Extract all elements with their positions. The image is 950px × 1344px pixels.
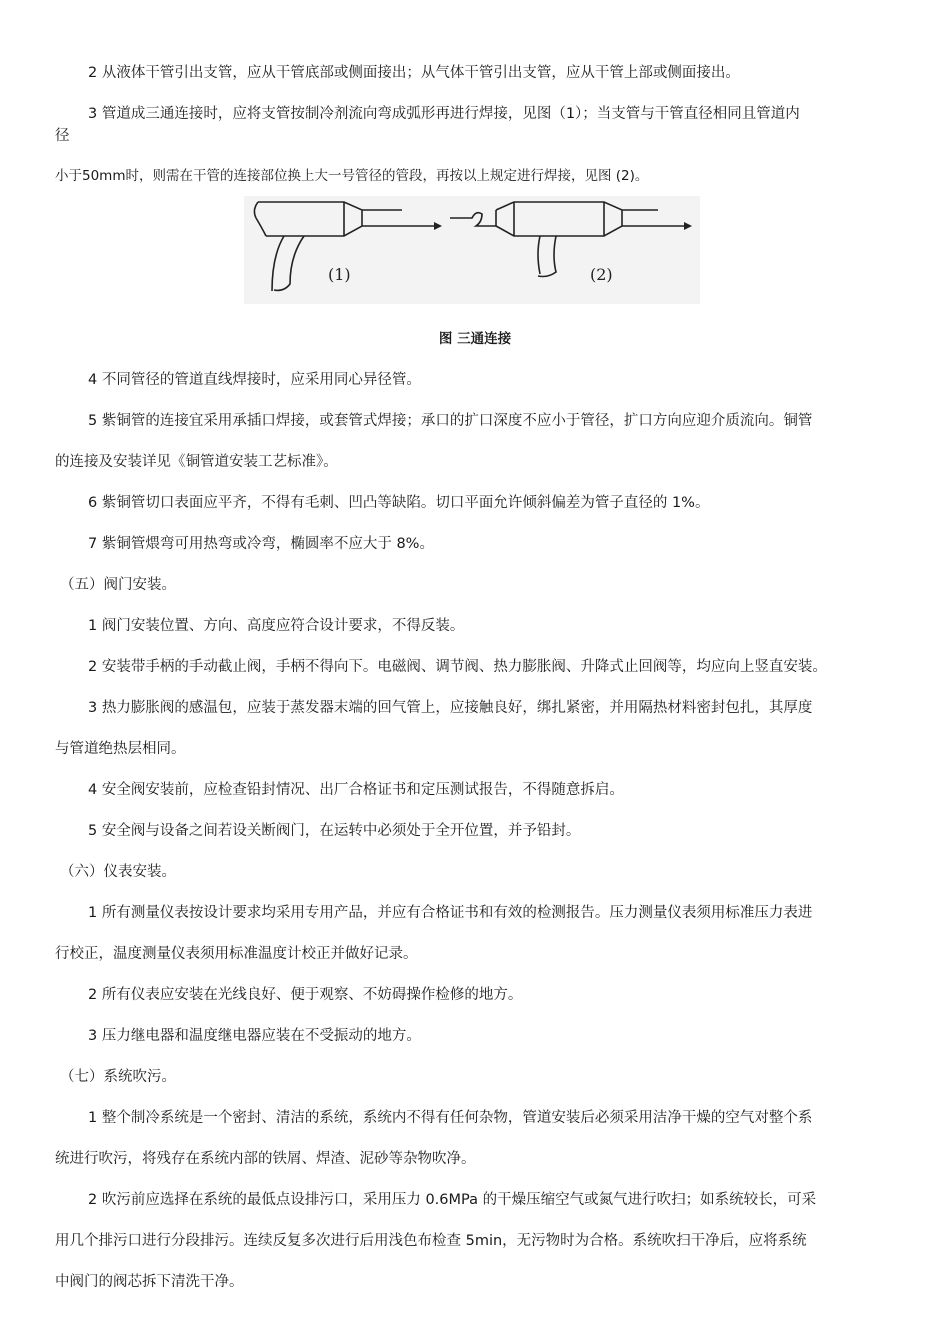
section-heading-instruments: （六）仪表安装。: [60, 864, 176, 880]
figure-caption: 图 三通连接: [438, 331, 512, 347]
paragraph-instruments-calibration-line2: 行校正，温度测量仪表须用标准温度计校正并做好记录。: [55, 946, 418, 962]
paragraph-purge-procedure-line2: 用几个排污口进行分段排污。连续反复多次进行后用浅色布检查 5min，无污物时为合格。系统吹扫干净后，应将系统: [55, 1233, 807, 1249]
paragraph-sensing-bulb-line1: 3 热力膨胀阀的感温包，应装于蒸发器末端的回气管上，应接触良好，绑扎紧密，并用隔热材料密封包扎，其厚度: [88, 700, 813, 716]
paragraph-purge-procedure-line3: 中阀门的阀芯拆下清洗干净。: [55, 1274, 244, 1290]
paragraph-valve-handle: 2 安装带手柄的手动截止阀，手柄不得向下。电磁阀、调节阀、热力膨胀阀、升降式止回阀等，均应向上竖直安装。: [88, 659, 827, 675]
tee-connection-drawing: [244, 196, 700, 304]
paragraph-copper-connection-line1: 5 紫铜管的连接宜采用承插口焊接，或套管式焊接；承口的扩口深度不应小于管径，扩口方向应迎介质流向。铜管: [88, 413, 813, 429]
paragraph-copper-connection-line2: 的连接及安装详见《铜管道安装工艺标准》。: [55, 454, 338, 470]
paragraph-purge-system-line1: 1 整个制冷系统是一个密封、清洁的系统，系统内不得有任何杂物，管道安装后必须采用洁净干燥的空气对整个系: [88, 1110, 813, 1126]
paragraph-purge-system-line2: 统进行吹污，将残存在系统内部的铁屑、焊渣、泥砂等杂物吹净。: [55, 1151, 476, 1167]
paragraph-instruments-calibration-line1: 1 所有测量仪表按设计要求均采用专用产品，并应有合格证书和有效的检测报告。压力测量仪表须用标准压力表进: [88, 905, 813, 921]
section-heading-valves: （五）阀门安装。: [60, 577, 176, 593]
paragraph-tee-connection-line3: 小于50mm时，则需在干管的连接部位换上大一号管径的管段，再按以上规定进行焊接，见图 (2)。: [55, 168, 649, 184]
paragraph-tee-connection-line1: 3 管道成三通连接时，应将支管按制冷剂流向弯成弧形再进行焊接，见图（1）；当支管与干管直径相同且管道内: [88, 106, 800, 122]
paragraph-relays: 3 压力继电器和温度继电器应装在不受振动的地方。: [88, 1028, 421, 1044]
paragraph-sensing-bulb-line2: 与管道绝热层相同。: [55, 741, 186, 757]
paragraph-purge-procedure-line1: 2 吹污前应选择在系统的最低点设排污口，采用压力 0.6MPa 的干燥压缩空气或氮气进行吹扫；如系统较长，可采: [88, 1192, 817, 1208]
paragraph-copper-cut: 6 紫铜管切口表面应平齐，不得有毛刺、凹凸等缺陷。切口平面允许倾斜偏差为管子直径的 1%。: [88, 495, 710, 511]
paragraph-safety-valve-check: 4 安全阀安装前，应检查铅封情况、出厂合格证书和定压测试报告，不得随意拆启。: [88, 782, 624, 798]
figure-label-2: (2): [590, 265, 613, 284]
paragraph-branch-pipe: 2 从液体干管引出支管，应从干管底部或侧面接出；从气体干管引出支管，应从干管上部或侧面接出。: [88, 65, 740, 81]
section-heading-purge: （七）系统吹污。: [60, 1069, 176, 1085]
paragraph-valve-position: 1 阀门安装位置、方向、高度应符合设计要求，不得反装。: [88, 618, 465, 634]
paragraph-safety-valve-shutoff: 5 安全阀与设备之间若设关断阀门，在运转中必须处于全开位置，并予铅封。: [88, 823, 581, 839]
paragraph-reducer: 4 不同管径的管道直线焊接时，应采用同心异径管。: [88, 372, 421, 388]
paragraph-copper-bend: 7 紫铜管煨弯可用热弯或冷弯，椭圆率不应大于 8%。: [88, 536, 434, 552]
figure-label-1: (1): [328, 265, 351, 284]
paragraph-tee-connection-line2: 径: [55, 128, 70, 144]
paragraph-instruments-location: 2 所有仪表应安装在光线良好、便于观察、不妨碍操作检修的地方。: [88, 987, 523, 1003]
tee-connection-figure: [244, 196, 700, 304]
